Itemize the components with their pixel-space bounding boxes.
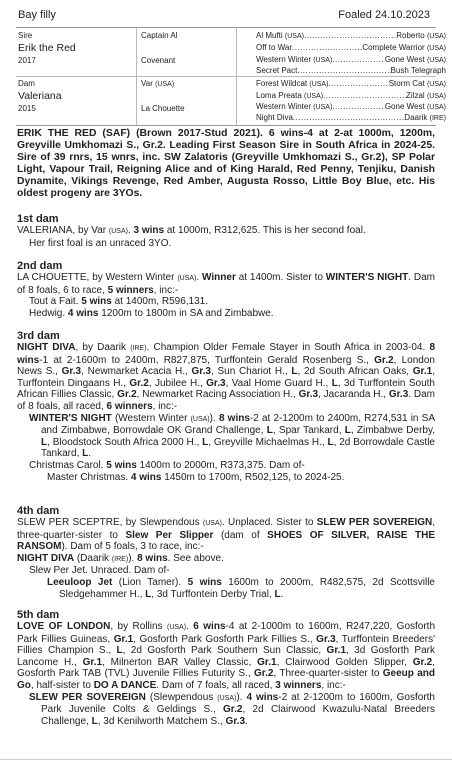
dam-dam: La Chouette: [141, 104, 185, 113]
section-heading: 3rd dam: [17, 330, 60, 342]
third-dam-text: NIGHT DIVA, by Daarik (IRE). Champion Older Female Stayer in South Africa in 2003-04. 8 wins-1 at 2-1600m to 2400m, R827,875, Turffontein Gerald Rosenberg S., Gr.2, London News S., Gr.3, Newmarket Acacia H., Gr.3, Sun Chariot H., L, 2d South African Oaks, Gr.1, Turffontein Dingaans H., Gr.2, Jubilee H., Gr.3, Vaal Home Guard H., L, 3d Turffontein South African Fillies Classic, Gr.2, Newmarket Racing Association H., Gr.3, Jacaranda H., Gr.3. Dam of 8 foals, all raced, 6 winners, inc:- WINTER'S NIGHT (Western Winter (USA)). 8 wins-2 at 2-1200m to 2400m, R274,531 in SA and Zimbabwe, Borrowdale OK Grand Challenge, L, Spar Tankard, L, Zimbabwe Derby, L, Bloodstock South Africa 2000 H., L, Greyville Michaelmas H., L, 2d Borrowdale Castle Tankard, L. Christmas Carol. 5 wins 1400m to 2000m, R373,375. Dam of- Master Christmas. 4 wins 1450m to 1700m, R502,125, to 2024-25.: [17, 342, 436, 483]
section-heading: 4th dam: [17, 505, 60, 517]
grandparent-row: Al Mufti (USA) ..... Roberto (USA): [256, 31, 446, 42]
grandparent-row: Night Diva ..... Daarik (IRE): [256, 113, 446, 124]
sire-sire: Captain Al: [141, 31, 178, 40]
grandparent-row: Off to War ..... Complete Warrior (USA): [256, 43, 446, 54]
fifth-dam-text: LOVE OF LONDON, by Rollins (USA). 6 wins-4 at 2-1000m to 1600m, R247,220, Gosforth Park Fillies Guineas, Gr.1, Gosforth Park Gosforth Park Fillies S., Gr.3, Turffontein Breeders' Fillies Champion S., L, 2d Gosforth Park Southern Sun Classic, Gr.1, 3d Gosforth Park Lancome H., Gr.1, Milnerton BAR Valley Classic, Gr.1, Clairwood Golden Slipper, Gr.2, Gosforth Park TAB (TVL) Juvenile Fillies Futurity S., Gr.2, Three-quarter-sister to Geeup and Go, half-sister to DO A DANCE. Dam of 7 foals, all raced, 3 winners, inc:- SLEW PER SOVEREIGN (Slewpendous (USA)). 4 wins-2 at 2-1200m to 1600m, Gosforth Park Juvenile Colts & Geldings S., Gr.2, 2d Clairwood Kwazulu-Natal Breeders Challenge, L, 3d Kenilworth Matchem S., Gr.3.: [17, 621, 436, 727]
second-dam-text: LA CHOUETTE, by Western Winter (USA). Winner at 1400m. Sister to WINTER'S NIGHT. Dam of 8 foals, 6 to race, 5 winners, inc:- Tout a Fait. 5 wins at 1400m, R596,131. Hedwig. 4 wins 1200m to 1800m in SA and Zimbabwe.: [17, 272, 436, 319]
sire-name: Erik the Red: [18, 42, 76, 54]
grandparent-row: Loma Preata (USA) ..... Zilzal (USA): [256, 91, 446, 102]
dam-year: 2015: [18, 104, 36, 113]
first-dam-text: VALERIANA, by Var (USA). 3 wins at 1000m, R312,625. This is her second foal. Her first foal is an unraced 3YO.: [17, 225, 366, 249]
sire-dam: Covenant: [141, 56, 176, 65]
pedigree-table: [16, 27, 446, 126]
grandparent-row: Secret Pact ..... Bush Telegraph: [256, 66, 446, 76]
grandparent-row: Western Winter (USA) ..... Gone West (USA): [256, 102, 446, 113]
dam-sire: Var (USA): [141, 79, 175, 88]
page-bottom-rule: [0, 759, 452, 760]
sex-color: Bay filly: [18, 9, 56, 21]
grandparent-row: Forest Wildcat (USA) ..... Storm Cat (USA): [256, 79, 446, 90]
dam-label: Dam: [18, 79, 35, 88]
dam-name: Valeriana: [18, 90, 62, 102]
grandparent-row: Western Winter (USA) ..... Gone West (USA): [256, 55, 446, 66]
sire-year: 2017: [18, 56, 36, 65]
section-heading: 2nd dam: [17, 260, 63, 272]
section-heading: 5th dam: [17, 609, 60, 621]
foaled-date: Foaled 24.10.2023: [338, 9, 430, 21]
sire-note: ERIK THE RED (SAF) (Brown 2017-Stud 2021). 6 wins-4 at 2-at 1000m, 1200m, Greyville Umkhomazi S., Gr.2. Leading First Season Sire in South Africa in 2024-25. Sire of 39 rnrs, 15 wnrs, inc. SW Zalatoris (Greyville Umkhomazi S., Gr.2), SP Polar Light, Vapour Trail, Reigning Alice and of King Harald, Red Penny, Tenjiku, Danish Dynamite, Vikings Revenge, Red Amber, Augusta Rosso, Little Boy Blue, etc. His oldest progeny are 3YOs.: [17, 128, 435, 199]
page-header: [0, 0, 452, 30]
fourth-dam-text: SLEW PER SCEPTRE, by Slewpendous (USA). Unplaced. Sister to SLEW PER SOVEREIGN, three-quarter-sister to Slew Per Slipper (dam of SHOES OF SILVER, RAISE THE RANSOM). Dam of 5 foals, 3 to race, inc:- NIGHT DIVA (Daarik (IRE)). 8 wins. See above. Slew Per Jet. Unraced. Dam of- Leeuloop Jet (Lion Tamer). 5 wins 1600m to 2000m, R482,575, 2d Scottsville Sledgehammer H., L, 3d Turffontein Derby Trial, L.: [17, 517, 435, 600]
section-heading: 1st dam: [17, 213, 59, 225]
sire-label: Sire: [18, 31, 33, 40]
